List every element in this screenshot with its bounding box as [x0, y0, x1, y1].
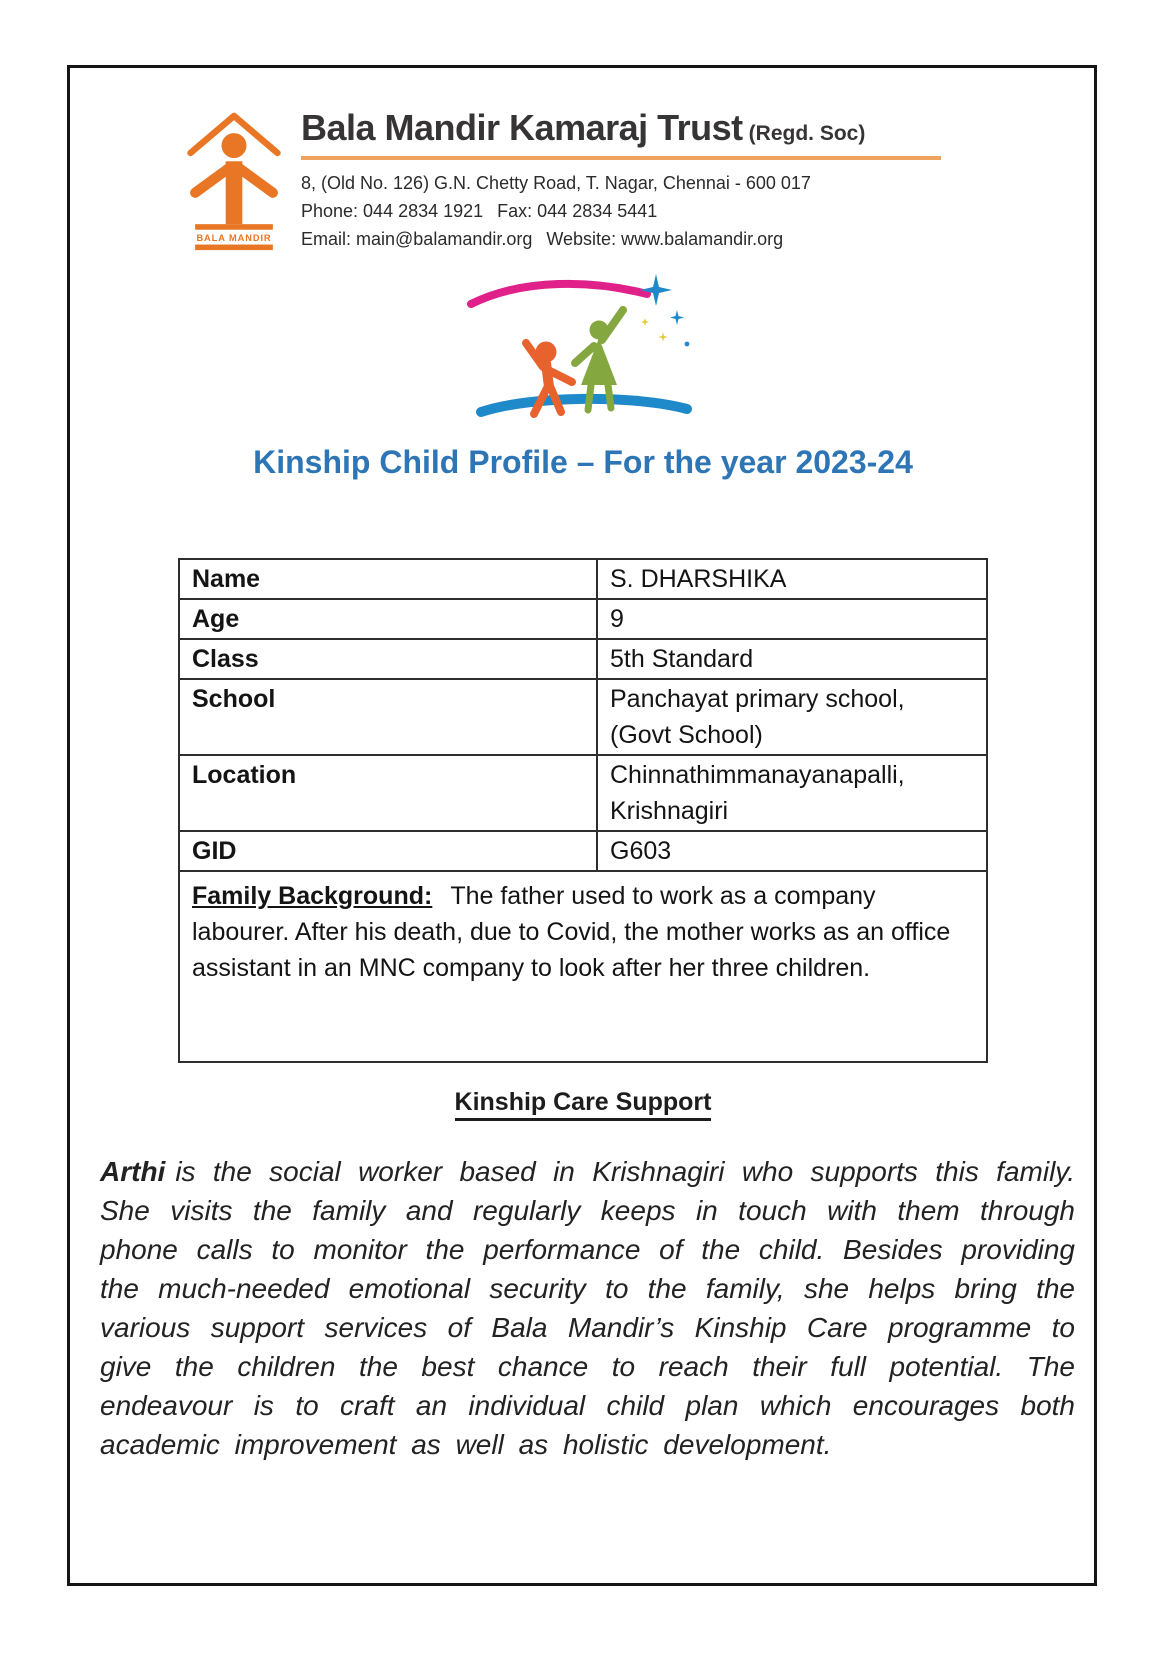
org-name: Bala Mandir Kamaraj Trust	[301, 107, 743, 148]
org-fax: Fax: 044 2834 5441	[497, 201, 658, 221]
sparkle-stars-icon	[640, 274, 689, 346]
table-row	[179, 559, 987, 599]
row-value: S. DHARSHIKA	[597, 559, 987, 599]
org-registration: (Regd. Soc)	[748, 122, 866, 145]
row-value: 9	[597, 599, 987, 639]
row-label: School	[179, 679, 597, 755]
logo-person-arm-right-icon	[239, 168, 273, 193]
row-label: Class	[179, 639, 597, 679]
social-worker-name: Arthi	[100, 1156, 166, 1187]
row-value	[597, 679, 987, 755]
row-value	[597, 755, 987, 831]
section-heading-text: Kinship Care Support	[455, 1088, 712, 1121]
org-email: Email: main@balamandir.org	[301, 229, 533, 249]
family-background-label: Family Background:	[192, 882, 433, 910]
profile-table	[178, 558, 988, 1063]
table-row	[179, 755, 987, 831]
family-background-row	[179, 871, 987, 1062]
row-value: 5th Standard	[597, 639, 987, 679]
row-value: G603	[597, 831, 987, 871]
value-line: (Govt School)	[610, 721, 763, 749]
row-label: Age	[179, 599, 597, 639]
support-paragraph	[100, 1152, 1075, 1464]
logo-caption: BALA MANDIR	[196, 232, 272, 243]
org-email-web	[301, 225, 941, 253]
row-label: GID	[179, 831, 597, 871]
value-line: Chinnathimmanayanapalli,	[610, 761, 905, 789]
row-label: Name	[179, 559, 597, 599]
family-background-text: The father used to work as a company labourer. After his death, due to Covid, the mother works as an office assistant in an MNC company to look after her three children.	[192, 882, 951, 982]
letterhead	[183, 103, 941, 253]
value-line: Krishnagiri	[610, 797, 729, 825]
logo-base-bar-icon	[195, 224, 273, 230]
table-row	[179, 679, 987, 755]
letterhead-text	[301, 103, 941, 253]
children-artwork-icon	[463, 258, 703, 436]
logo-base-bar2-icon	[195, 245, 273, 251]
value-line: Panchayat primary school,	[610, 685, 905, 713]
org-phone-fax	[301, 197, 941, 225]
table-row	[179, 831, 987, 871]
section-heading	[0, 1088, 1166, 1117]
logo-person-arm-left-icon	[195, 168, 229, 193]
org-website: Website: www.balamandir.org	[546, 229, 784, 249]
row-label: Location	[179, 755, 597, 831]
table-row	[179, 639, 987, 679]
orange-divider	[301, 156, 941, 160]
org-address: 8, (Old No. 126) G.N. Chetty Road, T. Nagar, Chennai - 600 017	[301, 173, 811, 193]
logo-person-head-icon	[222, 133, 247, 158]
family-background-cell	[179, 871, 987, 1062]
blue-wave-icon	[481, 399, 687, 412]
table-row	[179, 599, 987, 639]
org-phone: Phone: 044 2834 1921	[301, 201, 484, 221]
bala-mandir-logo-icon	[183, 103, 285, 251]
pink-wave-icon	[471, 284, 647, 304]
support-paragraph-body: is the social worker based in Krishnagiri who supports this family. She visits the family and regularly keeps in touch with them through phone calls to monitor the performance of the child. Besides providing the much-needed emotional security to the family, she helps bring the various support services of Bala Mandir’s Kinship Care programme to give the children the best chance to reach their full potential. The endeavour is to craft an individual child plan which encourages both academic improvement as well as holistic development.	[100, 1156, 1075, 1460]
page-title: Kinship Child Profile – For the year 2023-24	[253, 444, 913, 480]
